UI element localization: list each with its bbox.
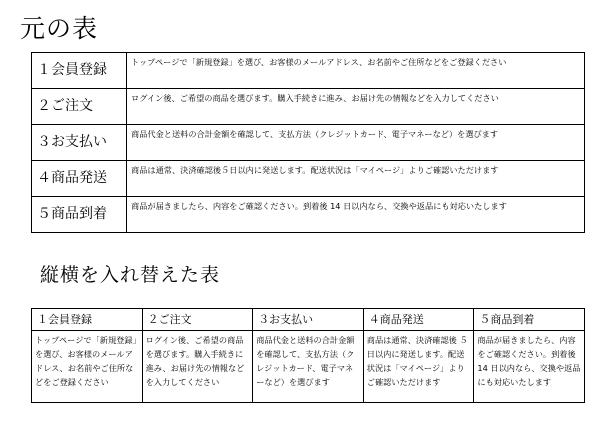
transposed-table-title: 縦横を入れ替えた表 <box>40 264 221 286</box>
table-row <box>32 197 585 233</box>
table-row <box>32 89 585 125</box>
column-header: ３お支払い <box>253 309 364 331</box>
description-cell: トップページで「新規登録」を選び、お客様のメールアドレス、お名前やご住所などをご登録ください <box>32 331 143 403</box>
step-description-cell: トップページで「新規登録」を選び、お客様のメールアドレス、お名前やご住所などをご登録ください <box>127 53 585 89</box>
table-row <box>32 161 585 197</box>
description-cell: 商品が届きましたら、内容をご確認ください。到着後 14 日以内なら、交換や返品にも対応いたします <box>474 331 585 403</box>
transposed-table <box>31 308 585 403</box>
original-table <box>31 52 585 233</box>
table-row <box>32 125 585 161</box>
description-cell: 商品は通常、決済確認後 ５ 日以内に発送します。配送状況は「マイページ」よりご確認いただけます <box>363 331 474 403</box>
column-header: ５商品到着 <box>474 309 585 331</box>
header-row <box>32 309 585 331</box>
description-cell: 商品代金と送料の合計金額を確認して、支払方法（クレジットカード、電子マネーなど）を選びます <box>253 331 364 403</box>
table-row <box>32 331 585 403</box>
step-name-cell: ５商品到着 <box>32 197 127 233</box>
step-name-cell: ２ご注文 <box>32 89 127 125</box>
step-description-cell: 商品代金と送料の合計金額を確認して、支払方法（クレジットカード、電子マネーなど）を選びます <box>127 125 585 161</box>
description-cell: ログイン後、ご希望の商品を選びます。購入手続きに進み、お届け先の情報などを入力してください <box>142 331 253 403</box>
step-name-cell: ４商品発送 <box>32 161 127 197</box>
column-header: ２ご注文 <box>142 309 253 331</box>
step-description-cell: ログイン後、ご希望の商品を選びます。購入手続きに進み、お届け先の情報などを入力してください <box>127 89 585 125</box>
step-description-cell: 商品が届きましたら、内容をご確認ください。到着後 14 日以内なら、交換や返品にも対応いたします <box>127 197 585 233</box>
step-name-cell: １会員登録 <box>32 53 127 89</box>
column-header: １会員登録 <box>32 309 143 331</box>
column-header: ４商品発送 <box>363 309 474 331</box>
original-table-title: 元の表 <box>20 14 99 43</box>
step-name-cell: ３お支払い <box>32 125 127 161</box>
table-row <box>32 53 585 89</box>
step-description-cell: 商品は通常、決済確認後５日以内に発送します。配送状況は「マイページ」よりご確認いただけます <box>127 161 585 197</box>
